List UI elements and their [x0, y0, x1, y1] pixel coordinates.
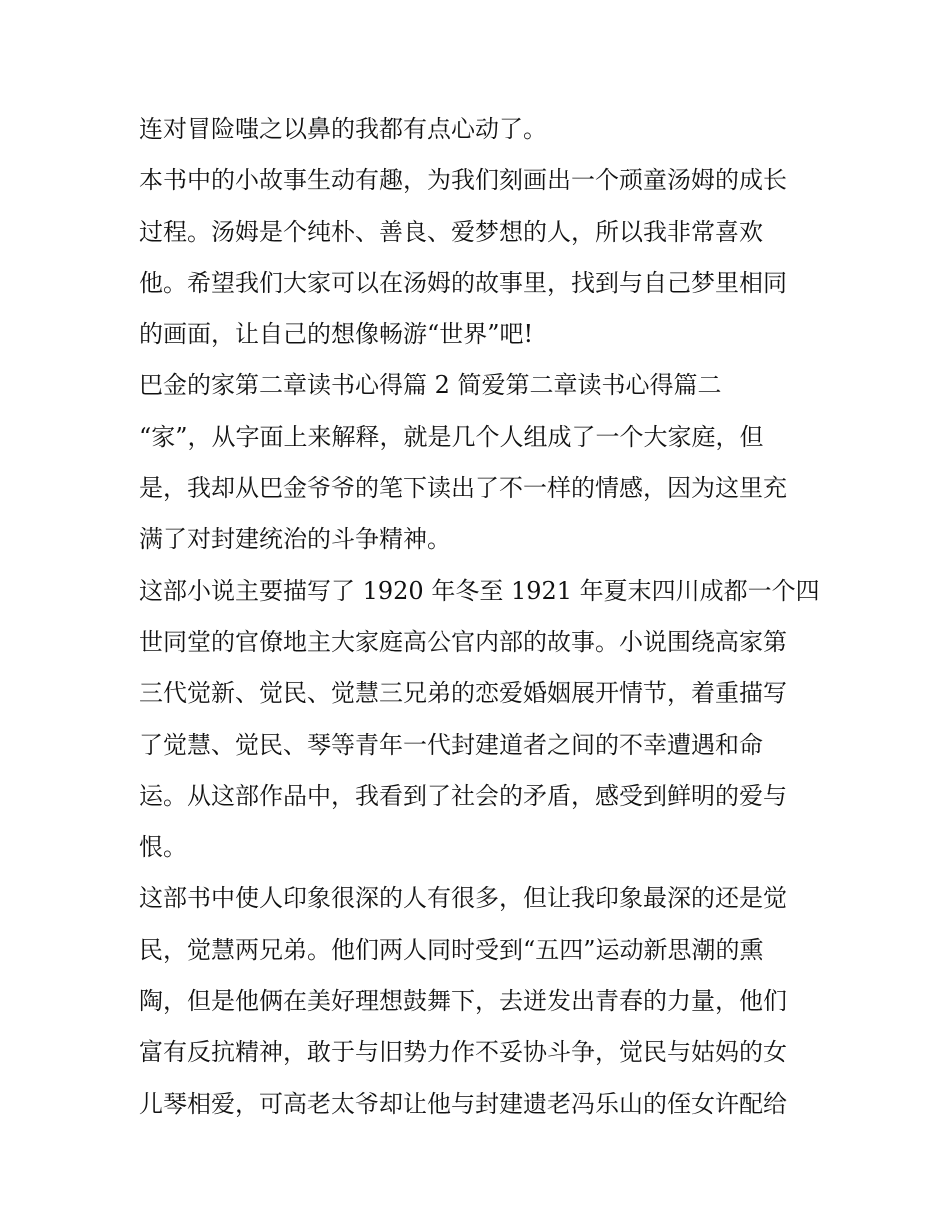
- text-line: 是，我却从巴金爷爷的笔下读出了不一样的情感，因为这里充: [139, 474, 787, 503]
- text-line: 的画面，让自己的想像畅游“世界”吧!: [139, 320, 534, 349]
- text-line: 过程。汤姆是个纯朴、善良、爱梦想的人，所以我非常喜欢: [139, 217, 763, 246]
- text-line: 恨。: [139, 833, 187, 862]
- text-line: 运。从这部作品中，我看到了社会的矛盾，感受到鲜明的爱与: [139, 781, 787, 810]
- text-line: 民，觉慧两兄弟。他们两人同时受到“五四”运动新思潮的熏: [139, 935, 764, 964]
- text-line: 富有反抗精神，敢于与旧势力作不妥协斗争，觉民与姑妈的女: [139, 1038, 787, 1067]
- text-line: 儿琴相爱，可高老太爷却让他与封建遗老冯乐山的侄女许配给: [139, 1089, 787, 1118]
- text-line: 他。希望我们大家可以在汤姆的故事里，找到与自己梦里相同: [139, 268, 787, 297]
- text-line: 世同堂的官僚地主大家庭高公官内部的故事。小说围绕高家第: [139, 627, 787, 656]
- text-line: 连对冒险嗤之以鼻的我都有点心动了。: [139, 115, 547, 143]
- text-line: 三代觉新、觉民、觉慧三兄弟的恋爱婚姻展开情节，着重描写: [139, 679, 787, 708]
- text-line: 陶，但是他俩在美好理想鼓舞下，去迸发出青春的力量，他们: [139, 987, 787, 1016]
- body-text: [139, 104, 829, 1130]
- text-line: 本书中的小故事生动有趣，为我们刻画出一个顽童汤姆的成长: [139, 166, 787, 195]
- text-line: 了觉慧、觉民、琴等青年一代封建道者之间的不幸遭遇和命: [139, 730, 763, 759]
- text-line: 这部书中使人印象很深的人有很多，但让我印象最深的还是觉: [139, 884, 787, 913]
- text-line: “家”，从字面上来解释，就是几个人组成了一个大家庭，但: [139, 422, 764, 451]
- text-line: 满了对封建统治的斗争精神。: [139, 525, 451, 554]
- text-line: 这部小说主要描写了 1920 年冬至 1921 年夏末四川成都一个四: [139, 576, 820, 605]
- section-heading-line: 巴金的家第二章读书心得篇 2 简爱第二章读书心得篇二: [139, 371, 722, 400]
